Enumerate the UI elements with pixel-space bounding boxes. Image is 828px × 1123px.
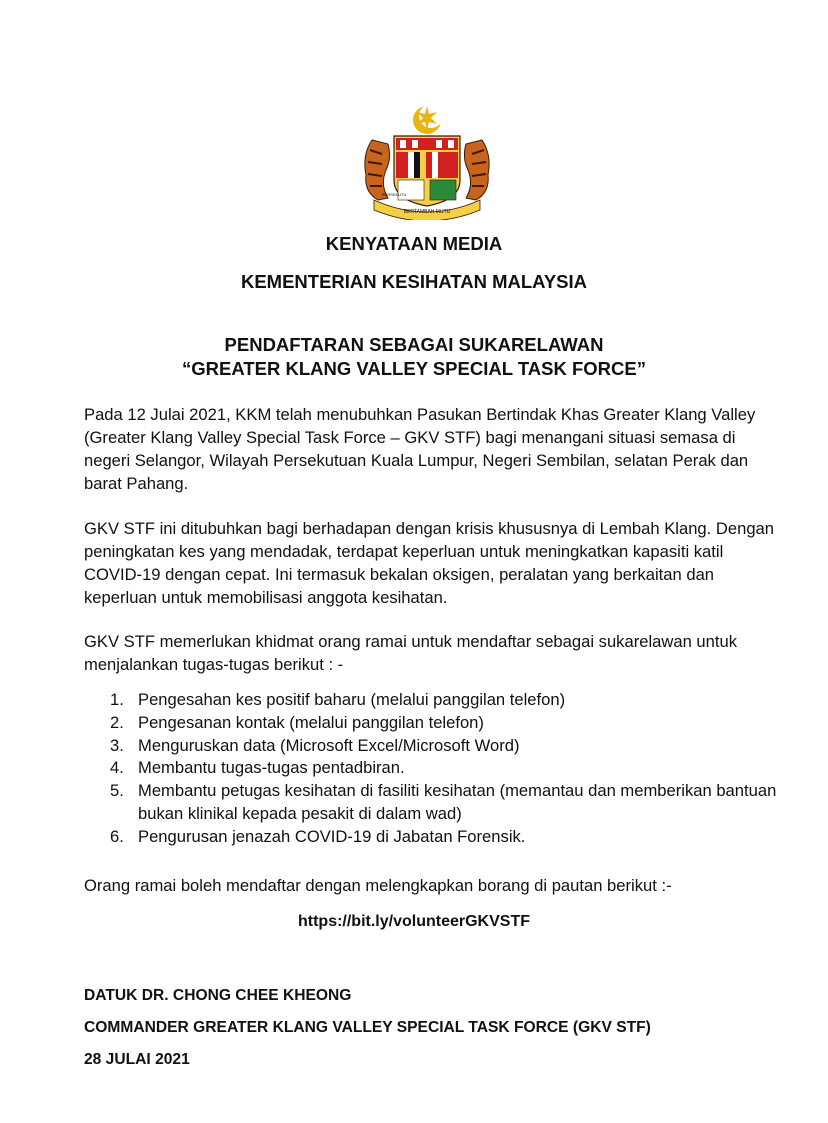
list-item [84, 757, 784, 780]
list-item [84, 780, 784, 826]
list-number: 2. [110, 712, 124, 732]
list-item [84, 689, 784, 712]
list-number: 6. [110, 826, 124, 846]
document-title: KENYATAAN MEDIA [325, 233, 503, 254]
task-list [84, 689, 784, 849]
statement-date: 28 JULAI 2021 [84, 1051, 190, 1068]
paragraph-3: GKV STF memerlukan khidmat orang ramai untuk mendaftar sebagai sukarelawan untuk menjalankan tugas-tugas berikut : - [84, 632, 738, 674]
list-item-text: Pengurusan jenazah COVID-19 di Jabatan Forensik. [138, 826, 526, 846]
signatory-name: DATUK DR. CHONG CHEE KHEONG [84, 987, 352, 1004]
list-item-text: Membantu tugas-tugas pentadbiran. [138, 758, 405, 778]
paragraph-2: GKV STF ini ditubuhkan bagi berhadapan dengan krisis khususnya di Lembah Klang. Dengan peningkatan kes yang mendadak, terdapat keperluan untuk meningkatkan kapasiti katil COVID-19 dengan cepat. Ini termasuk bekalan oksigen, peralatan yang berkaitan dan keperluan untuk memobilisasi anggota kesihatan. [84, 519, 775, 607]
motto-left-text: BERSEKUTU [382, 192, 407, 197]
list-number: 1. [110, 690, 124, 709]
list-number: 3. [110, 735, 124, 755]
ministry-name: KEMENTERIAN KESIHATAN MALAYSIA [240, 271, 588, 292]
list-item-text: Menguruskan data (Microsoft Excel/Microsoft Word) [138, 735, 520, 755]
registration-link[interactable]: https://bit.ly/volunteerGKVSTF [297, 913, 530, 930]
list-item [84, 712, 784, 735]
list-item [84, 735, 784, 758]
motto-text: BERTAMBAH MUTU [403, 209, 451, 215]
paragraph-1: Pada 12 Julai 2021, KKM telah menubuhkan Pasukan Bertindak Khas Greater Klang Valley (Greater Klang Valley Special Task Force – GKV STF) bagi menangani situasi semasa di negeri Selangor, Wilayah Persekutuan Kuala Lumpur, Negeri Sembilan, selatan Perak dan barat Pahang. [84, 405, 756, 493]
coat-of-arms-emblem [352, 100, 502, 220]
list-item-text: Pengesanan kontak (melalui panggilan telefon) [138, 712, 484, 732]
list-item-text: Membantu petugas kesihatan di fasiliti kesihatan (memantau dan memberikan bantuan bukan klinikal kepada pesakit di dalam wad) [138, 781, 777, 823]
list-number: 4. [110, 758, 124, 778]
paragraph-4: Orang ramai boleh mendaftar dengan melengkapkan borang di pautan berikut :- [84, 876, 672, 895]
subject-line-1: PENDAFTARAN SEBAGAI SUKARELAWAN [224, 334, 604, 355]
list-item-text: Pengesahan kes positif baharu (melalui panggilan telefon) [138, 690, 566, 709]
list-item [84, 826, 784, 849]
signatory-role: COMMANDER GREATER KLANG VALLEY SPECIAL TASK FORCE (GKV STF) [84, 1019, 651, 1036]
list-number: 5. [110, 781, 124, 801]
subject-line-2: “GREATER KLANG VALLEY SPECIAL TASK FORCE” [182, 358, 646, 379]
